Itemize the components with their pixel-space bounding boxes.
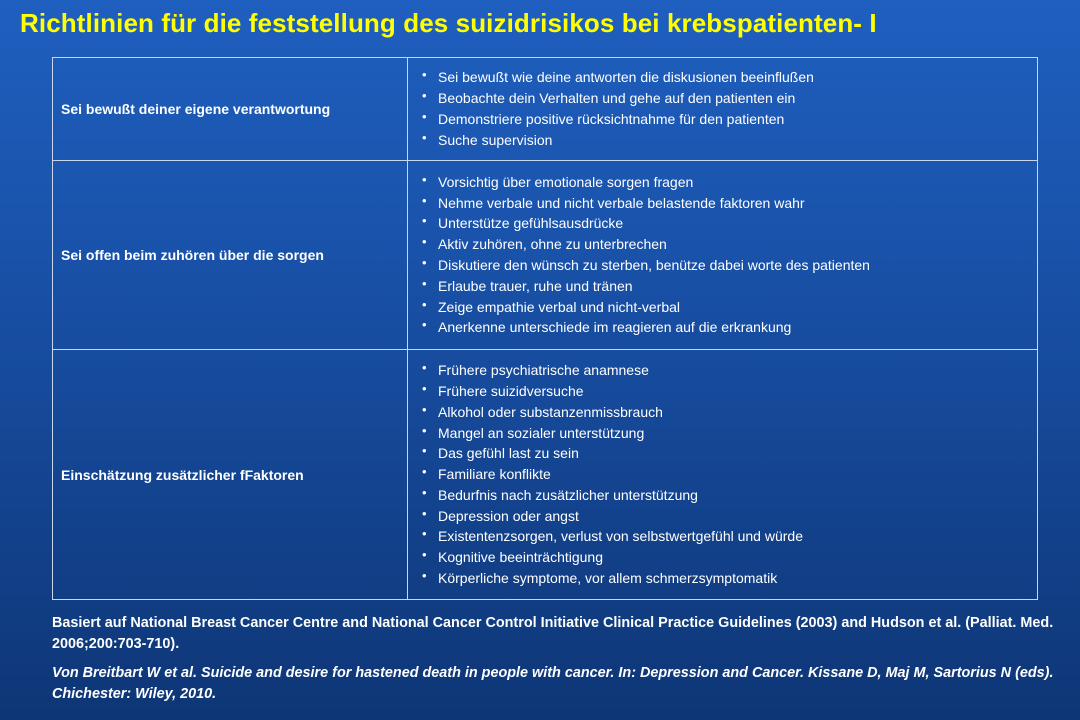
list-item: • Erlaube trauer, ruhe und tränen bbox=[422, 276, 1033, 297]
slide-title: Richtlinien für die feststellung des suizidrisikos bei krebspatienten- I bbox=[20, 8, 877, 38]
list-item: • Kognitive beeinträchtigung bbox=[422, 547, 1033, 568]
table-row bbox=[53, 58, 1038, 161]
list-item: • Vorsichtig über emotionale sorgen fragen bbox=[422, 172, 1033, 193]
list-item: • Nehme verbale und nicht verbale belastende faktoren wahr bbox=[422, 193, 1033, 214]
list-item: • Suche supervision bbox=[422, 130, 1033, 151]
list-item: • Unterstütze gefühlsausdrücke bbox=[422, 213, 1033, 234]
row-items bbox=[408, 161, 1038, 350]
row-category: Sei offen beim zuhören über die sorgen bbox=[53, 161, 408, 350]
table-row bbox=[53, 350, 1038, 600]
list-item: • Das gefühl last zu sein bbox=[422, 443, 1033, 464]
guidelines-table bbox=[52, 57, 1038, 600]
row-category: Sei bewußt deiner eigene verantwortung bbox=[53, 58, 408, 161]
list-item: • Sei bewußt wie deine antworten die diskusionen beeinflußen bbox=[422, 67, 1033, 88]
list-item: • Beobachte dein Verhalten und gehe auf den patienten ein bbox=[422, 88, 1033, 109]
bullet-list bbox=[422, 172, 1033, 338]
list-item: • Aktiv zuhören, ohne zu unterbrechen bbox=[422, 234, 1033, 255]
list-item: • Depression oder angst bbox=[422, 506, 1033, 527]
row-items bbox=[408, 350, 1038, 600]
list-item: • Existentenzsorgen, verlust von selbstwertgefühl und würde bbox=[422, 526, 1033, 547]
list-item: • Frühere suizidversuche bbox=[422, 381, 1033, 402]
list-item: • Bedurfnis nach zusätzlicher unterstützung bbox=[422, 485, 1033, 506]
list-item: • Alkohol oder substanzenmissbrauch bbox=[422, 402, 1033, 423]
list-item: • Körperliche symptome, vor allem schmerzsymptomatik bbox=[422, 568, 1033, 589]
list-item: • Familiare konflikte bbox=[422, 464, 1033, 485]
references bbox=[52, 613, 1062, 705]
bullet-list bbox=[422, 360, 1033, 589]
reference-guidelines: Basiert auf National Breast Cancer Centre and National Cancer Control Initiative Clinical Practice Guidelines (2003) and Hudson et al. (Palliat. Med. 2006;200:703-710). bbox=[52, 615, 1054, 652]
list-item: • Demonstriere positive rücksichtnahme für den patienten bbox=[422, 109, 1033, 130]
list-item: • Zeige empathie verbal und nicht-verbal bbox=[422, 297, 1033, 318]
reference-breitbart: Von Breitbart W et al. Suicide and desire for hastened death in people with cancer. In: Depression and Cancer. Kissane D, Maj M, Sartorius N (eds). Chichester: Wiley, 2010. bbox=[52, 665, 1054, 702]
list-item: • Mangel an sozialer unterstützung bbox=[422, 423, 1033, 444]
list-item: • Diskutiere den wünsch zu sterben, benütze dabei worte des patienten bbox=[422, 255, 1033, 276]
list-item: • Frühere psychiatrische anamnese bbox=[422, 360, 1033, 381]
row-items bbox=[408, 58, 1038, 161]
bullet-list bbox=[422, 67, 1033, 150]
list-item: • Anerkenne unterschiede im reagieren auf die erkrankung bbox=[422, 317, 1033, 338]
table-row bbox=[53, 161, 1038, 350]
row-category: Einschätzung zusätzlicher fFaktoren bbox=[53, 350, 408, 600]
